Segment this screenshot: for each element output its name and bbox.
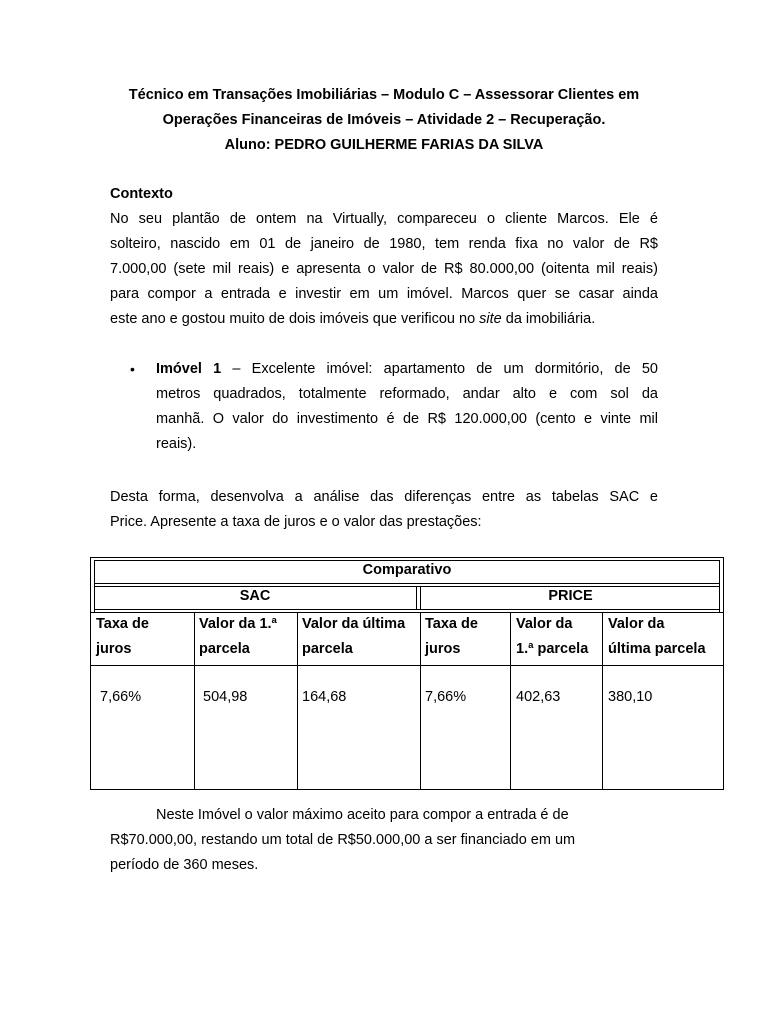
table-cell: 164,68 (302, 689, 347, 705)
context-text: da imobiliária. (501, 311, 596, 327)
header-text: última parcela (608, 641, 706, 657)
header-text: Valor da (516, 616, 573, 632)
property-description (156, 357, 658, 457)
property-label: Imóvel 1 (156, 361, 222, 377)
bullet-line: manhã. O valor do investimento é de R$ 120.000,00 (cento e vinte mil (156, 411, 658, 427)
price-group-header: PRICE (548, 588, 593, 604)
student-name: Aluno: PEDRO GUILHERME FARIAS DA SILVA (224, 137, 544, 153)
sac-group-header: SAC (239, 588, 271, 604)
title-line-2: Operações Financeiras de Imóveis – Atividade 2 – Recuperação. (162, 112, 606, 128)
conclusion-line: R$70.000,00, restando um total de R$50.000,00 a ser financiado em um (110, 832, 576, 848)
header-text: Valor da (608, 616, 665, 632)
column-header (302, 612, 420, 662)
column-header (199, 612, 295, 662)
table-border (416, 586, 417, 610)
table-title: Comparativo (362, 562, 452, 578)
bullet-line (156, 357, 658, 382)
column-header (96, 612, 192, 662)
header-text: juros (425, 641, 461, 657)
table-border (94, 609, 720, 610)
header-text: parcela (199, 641, 250, 657)
instruction-line: Desta forma, desenvolva a análise das diferenças entre as tabelas SAC e (110, 489, 658, 505)
header-text: 1.ª parcela (516, 641, 589, 657)
context-line: para compor a entrada e investir em um imóvel. Marcos quer se casar ainda (110, 286, 658, 302)
bullet-text: – Excelente imóvel: apartamento de um dormitório, de 50 (221, 361, 659, 377)
bullet-icon: • (130, 361, 135, 377)
column-header (608, 612, 720, 662)
header-text: parcela (302, 641, 353, 657)
table-border (90, 665, 724, 666)
table-cell: 402,63 (516, 689, 561, 705)
table-border (510, 612, 511, 790)
table-border (602, 612, 603, 790)
table-border (420, 612, 421, 790)
table-border (90, 557, 91, 790)
bullet-line: metros quadrados, totalmente reformado, andar alto e com sol da (156, 386, 658, 402)
table-cell: 7,66% (100, 689, 142, 705)
table-border (194, 612, 195, 790)
context-line-last (110, 307, 658, 332)
conclusion-paragraph (110, 803, 658, 878)
table-cell: 504,98 (203, 689, 248, 705)
column-header (425, 612, 509, 662)
instruction-paragraph (110, 485, 658, 535)
table-border (723, 557, 724, 790)
context-heading: Contexto (110, 186, 173, 202)
header-text: Valor da última (302, 616, 406, 632)
header-text: Taxa de (96, 616, 149, 632)
table-border (90, 789, 724, 790)
header-text: juros (96, 641, 132, 657)
title-line-1: Técnico em Transações Imobiliárias – Modulo C – Assessorar Clientes em (128, 87, 640, 103)
table-border (297, 612, 298, 790)
context-paragraph (110, 207, 658, 332)
table-cell: 380,10 (608, 689, 653, 705)
context-text: este ano e gostou muito de dois imóveis que verificou no (110, 311, 480, 327)
context-line: No seu plantão de ontem na Virtually, compareceu o cliente Marcos. Ele é (110, 211, 658, 227)
header-text: Valor da 1.ª (199, 616, 277, 632)
table-cell: 7,66% (425, 689, 467, 705)
comparison-table (90, 557, 724, 790)
site-word: site (479, 311, 502, 327)
context-line: solteiro, nascido em 01 de janeiro de 1980, tem renda fixa no valor de R$ (110, 236, 658, 252)
column-header (516, 612, 602, 662)
header-text: Taxa de (425, 616, 478, 632)
bullet-line: reais). (156, 436, 197, 452)
instruction-line: Price. Apresente a taxa de juros e o valor das prestações: (110, 514, 482, 530)
conclusion-line: período de 360 meses. (110, 857, 259, 873)
conclusion-line: Neste Imóvel o valor máximo aceito para compor a entrada é de (156, 807, 569, 823)
context-line: 7.000,00 (sete mil reais) e apresenta o valor de R$ 80.000,00 (oitenta mil reais) (110, 261, 658, 277)
